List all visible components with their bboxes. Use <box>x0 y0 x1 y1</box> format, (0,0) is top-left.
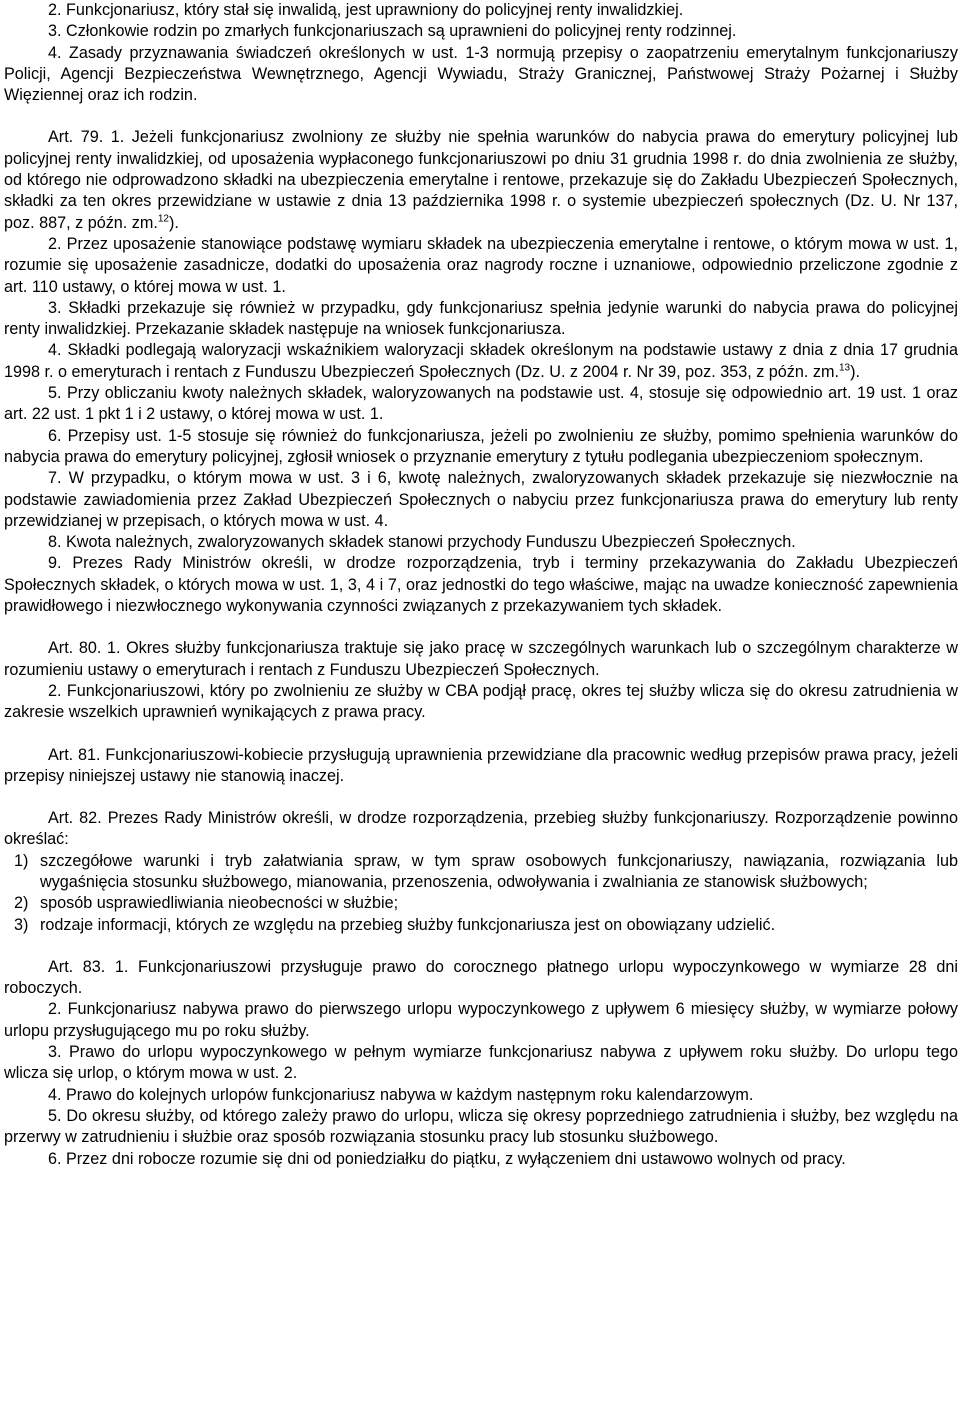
text-block-lower <box>4 957 958 1170</box>
text-block-upper <box>4 0 958 851</box>
paragraph-text: ). <box>850 362 860 381</box>
paragraph-text: 8. Kwota należnych, zwaloryzowanych składek stanowi przychody Funduszu Ubezpieczeń Społecznych. <box>48 533 796 552</box>
paragraph-text: Art. 81. Funkcjonariuszowi-kobiecie przysługują uprawnienia przewidziane dla pracownic według przepisów prawa pracy, jeżeli przepisy niniejszej ustawy nie stanowią inaczej. <box>4 745 958 785</box>
paragraph-text: 2. Funkcjonariuszowi, który po zwolnieniu ze służby w CBA podjął pracę, okres tej służby wlicza się do okresu zatrudnienia w zakresie wszelkich uprawnień wynikających z prawa pracy. <box>4 681 958 722</box>
paragraph-text: 4. Prawo do kolejnych urlopów funkcjonariusz nabywa w każdym następnym roku kalendarzowym. <box>48 1085 754 1104</box>
list-item <box>4 915 958 936</box>
paragraph-q3 <box>4 1042 958 1085</box>
paragraph-p14 <box>4 681 958 724</box>
paragraph-p3 <box>4 43 958 107</box>
paragraph-p11 <box>4 532 958 553</box>
paragraph-p12 <box>4 553 958 617</box>
paragraph-text: 3. Składki przekazuje się również w przypadku, gdy funkcjonariusz spełnia jedynie warunki do nabycia prawa do policyjnej renty inwalidzkiej. Przekazanie składek następuje na wniosek funkcjonariusza. <box>4 298 958 339</box>
paragraph-text: 7. W przypadku, o którym mowa w ust. 3 i 6, kwotę należnych, zwaloryzowanych składek przekazuje się niezwłocznie na podstawie zawiadomienia przez Zakład Ubezpieczeń Społecznych o nabyciu przez funkcjonariusza prawa do emerytury lub renty przewidzianej w przepisach, o których mowa w ust. 4. <box>4 469 958 530</box>
list-item <box>4 893 958 914</box>
paragraph-p16 <box>4 808 958 851</box>
paragraph-text: Art. 79. 1. Jeżeli funkcjonariusz zwolniony ze służby nie spełnia warunków do nabycia prawa do emerytury policyjnej lub policyjnej renty inwalidzkiej, od uposażenia wypłaconego funkcjonariuszowi po dniu 31 grudnia 1998 r. do dnia zwolnienia ze służby, od którego nie odprowadzono składki na ubezpieczenia emerytalne i rentowe, przekazuje się do Zakładu Ubezpieczeń Społecznych, składki za ten okres przewidziane w ustawie z dnia 13 października 1998 r. o systemie ubezpieczeń społecznych (Dz. U. Nr 137, poz. 887, z późn. zm. <box>4 128 958 232</box>
paragraph-text: 6. Przepisy ust. 1-5 stosuje się również do funkcjonariusza, jeżeli po zwolnieniu ze służby, pomimo spełnienia warunków do nabycia prawa do emerytury policyjnej, zgłosił wniosek o przyznanie emerytury z tytułu podlegania ubezpieczeniom społecznym. <box>4 426 958 466</box>
paragraph-text: 3. Prawo do urlopu wypoczynkowego w pełnym wymiarze funkcjonariusz nabywa z upływem roku służby. Do urlopu tego wlicza się urlop, o którym mowa w ust. 2. <box>4 1043 958 1083</box>
paragraph-p5 <box>4 234 958 298</box>
paragraph-p10 <box>4 468 958 532</box>
regulation-scope-list <box>4 851 958 936</box>
paragraph-text: Art. 82. Prezes Rady Ministrów określi, w drodze rozporządzenia, przebieg służby funkcjonariuszy. Rozporządzenie powinno określać: <box>4 809 958 849</box>
paragraph-q1 <box>4 957 958 1000</box>
list-item-number: 3) <box>14 915 29 934</box>
paragraph-text: 6. Przez dni robocze rozumie się dni od poniedziałku do piątku, z wyłączeniem dni ustawowo wolnych od pracy. <box>48 1149 846 1168</box>
paragraph-text: 3. Członkowie rodzin po zmarłych funkcjonariuszach są uprawnieni do policyjnej renty rodzinnej. <box>48 22 737 41</box>
paragraph-text: 4. Składki podlegają waloryzacji wskaźnikiem waloryzacji składek określonym na podstawie ustawy z dnia z dnia 17 grudnia 1998 r. o emeryturach i rentach z Funduszu Ubezpieczeń Społecznych (Dz. U. z 2004 r. Nr 39, poz. 353, z późn. zm. <box>4 341 958 381</box>
paragraph-p6 <box>4 298 958 341</box>
paragraph-q6 <box>4 1149 958 1170</box>
paragraph-q2 <box>4 999 958 1042</box>
paragraph-p13 <box>4 638 958 681</box>
list-item-number: 1) <box>14 851 29 870</box>
paragraph-p4 <box>4 127 958 233</box>
footnote-ref: 13 <box>838 362 851 374</box>
footnote-ref: 12 <box>157 213 169 225</box>
paragraph-text: 4. Zasady przyznawania świadczeń określonych w ust. 1-3 normują przepisy o zaopatrzeniu emerytalnym funkcjonariuszy Policji, Agencji Bezpieczeństwa Wewnętrznego, Agencji Wywiadu, Straży Granicznej, Państwowej Straży Pożarnej i Służby Więziennej oraz ich rodzin. <box>4 43 958 105</box>
paragraph-text: 5. Przy obliczaniu kwoty należnych składek, waloryzowanych na podstawie ust. 4, stosuje się odpowiednio art. 19 ust. 1 oraz art. 22 ust. 1 pkt 1 i 2 ustawy, o której mowa w ust. 1. <box>4 384 958 424</box>
list-item-text: szczegółowe warunki i tryb załatwiania spraw, w tym spraw osobowych funkcjonariuszy, nawiązania, rozwiązania lub wygaśnięcia stosunku służbowego, mianowania, przenoszenia, odwoływania i zwalniania ze stanowisk służbowych; <box>40 851 958 891</box>
list-item-text: rodzaje informacji, których ze względu na przebieg służby funkcjonariusza jest on obowiązany udzielić. <box>40 915 776 934</box>
paragraph-q4 <box>4 1085 958 1106</box>
paragraph-p2 <box>4 21 958 42</box>
paragraph-text: 2. Funkcjonariusz nabywa prawo do pierwszego urlopu wypoczynkowego z upływem 6 miesięcy służby, w wymiarze połowy urlopu przysługującego mu po roku służby. <box>4 1000 958 1040</box>
paragraph-text: Art. 83. 1. Funkcjonariuszowi przysługuje prawo do corocznego płatnego urlopu wypoczynkowego w wymiarze 28 dni roboczych. <box>4 957 958 998</box>
paragraph-text: 9. Prezes Rady Ministrów określi, w drodze rozporządzenia, tryb i terminy przekazywania do Zakładu Ubezpieczeń Społecznych składek, o których mowa w ust. 1, 3, 4 i 7, oraz jednostki do tego właściwe, mając na uwadze konieczność zapewnienia prawidłowego i niezwłocznego wykonywania czynności związanych z przekazywaniem tych składek. <box>4 554 958 616</box>
list-item-number: 2) <box>14 894 29 913</box>
paragraph-q5 <box>4 1106 958 1149</box>
list-item <box>4 851 958 894</box>
paragraph-text: Art. 80. 1. Okres służby funkcjonariusza traktuje się jako pracę w szczególnych warunkach lub o szczególnym charakterze w rozumieniu ustawy o emeryturach i rentach z Funduszu Ubezpieczeń Społecznych. <box>4 639 958 679</box>
list-item-text: sposób usprawiedliwiania nieobecności w służbie; <box>40 894 399 913</box>
paragraph-text: 2. Funkcjonariusz, który stał się inwalidą, jest uprawniony do policyjnej renty inwalidzkiej. <box>48 1 684 19</box>
paragraph-p7 <box>4 340 958 383</box>
paragraph-p9 <box>4 426 958 469</box>
paragraph-text: 5. Do okresu służby, od którego zależy prawo do urlopu, wlicza się okresy poprzedniego zatrudnienia i służby, bez względu na przerwy w zatrudnieniu i służbie oraz sposób rozwiązania stosunku pracy lub stosunku służbowego. <box>4 1106 958 1147</box>
paragraph-text: 2. Przez uposażenie stanowiące podstawę wymiaru składek na ubezpieczenia emerytalne i rentowe, o którym mowa w ust. 1, rozumie się uposażenie zasadnicze, dodatki do uposażenia oraz nagrody roczne i uznaniowe, odpowiednio przeliczone zgodnie z art. 110 ustawy, o której mowa w ust. 1. <box>4 234 958 296</box>
paragraph-text: ). <box>169 213 179 232</box>
paragraph-p15 <box>4 745 958 788</box>
paragraph-p8 <box>4 383 958 426</box>
paragraph-p1 <box>4 0 958 21</box>
